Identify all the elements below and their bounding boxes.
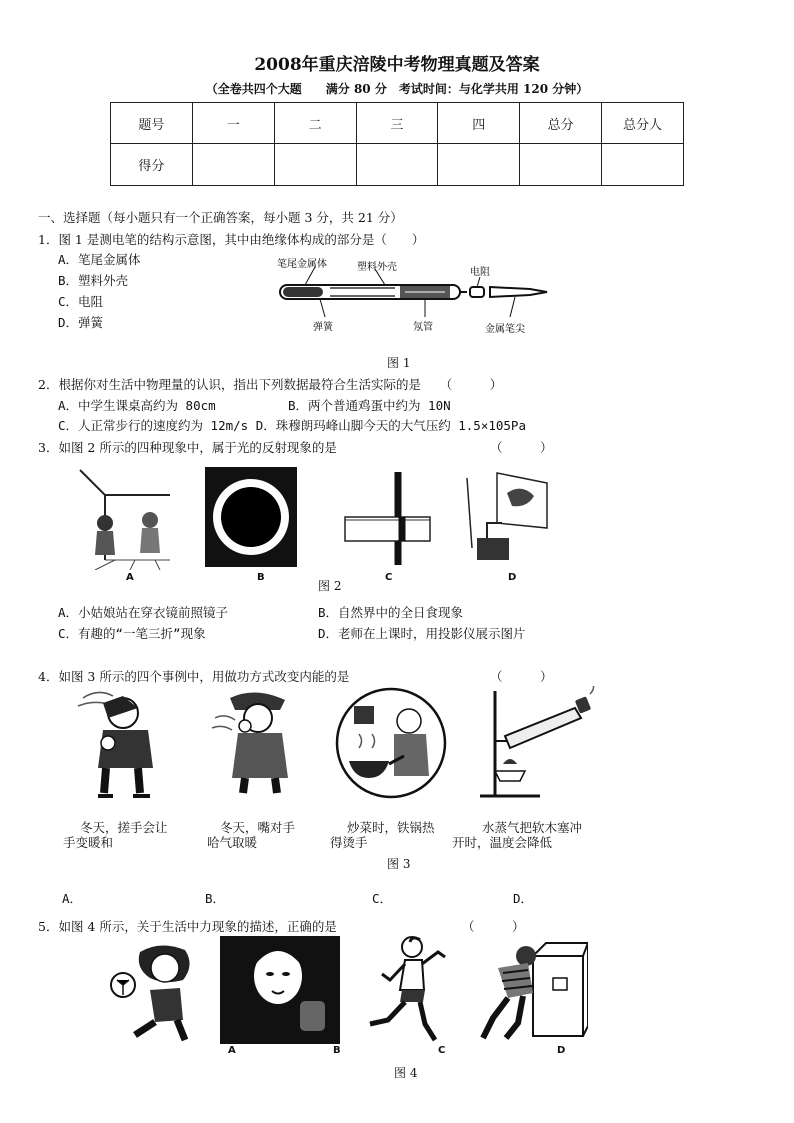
figure-4-image-c-running <box>350 932 455 1047</box>
figure-2-label-b: B <box>257 572 265 583</box>
table-header-cell: 总分 <box>520 103 602 144</box>
figure-2-image-a-mirror <box>75 465 175 570</box>
figure-4-label-a: A <box>228 1045 236 1056</box>
figure-1-label-neon: 氖管 <box>413 322 433 333</box>
question-2-option-cd: C．人正常步行的速度约为 12m/s D．珠穆朗玛峰山脚今天的大气压约 1.5×105Pa <box>58 418 526 433</box>
question-2-option-a: A．中学生课桌高约为 80cm <box>58 398 216 413</box>
table-header-cell: 一 <box>192 103 274 144</box>
figure-3-desc-b-line2: 哈气取暖 <box>207 835 258 850</box>
question-1-option-c: C．电阻 <box>58 294 104 309</box>
figure-3-desc-d-line2: 开时，温度会降低 <box>452 835 553 850</box>
question-2-option-b: B．两个普通鸡蛋中约为 10N <box>288 398 451 413</box>
figure-3-caption: 图 3 <box>387 857 411 871</box>
figure-2-image-c-pencil-in-water <box>340 470 435 570</box>
question-3-option-b: B．自然界中的全日食现象 <box>318 605 464 620</box>
figure-3-desc-c-line1: 炒菜时，铁锅热 <box>347 820 435 835</box>
figure-3-desc-c-line2: 得烫手 <box>330 835 368 850</box>
question-3-option-d: D．老师在上课时，用投影仪展示图片 <box>318 626 526 641</box>
figure-2-image-d-projector <box>462 468 552 570</box>
figure-2-label-d: D <box>508 572 517 583</box>
figure-2-caption: 图 2 <box>318 579 342 593</box>
table-row-label: 得分 <box>111 144 193 186</box>
question-4-answer-a: A． <box>62 891 83 906</box>
figure-4-image-a-kicking-ball <box>105 940 210 1045</box>
figure-1-label-resistor: 电阻 <box>470 267 490 278</box>
question-3-stem: 3．如图 2 所示的四种现象中，属于光的反射现象的是 <box>38 440 337 455</box>
question-4-stem: 4．如图 3 所示的四个事例中，用做功方式改变内能的是 <box>38 669 350 684</box>
score-cell <box>520 144 602 186</box>
question-2-stem: 2．根据你对生活中物理量的认识，指出下列数据最符合生活实际的是 （ ） <box>38 377 503 392</box>
figure-1-label-spring: 弹簧 <box>313 322 333 333</box>
score-cell <box>192 144 274 186</box>
score-cell <box>274 144 356 186</box>
question-1-option-a: A．笔尾金属体 <box>58 252 141 267</box>
figure-3-desc-a-line2: 手变暖和 <box>63 835 114 850</box>
figure-4-label-b: B <box>333 1045 341 1056</box>
figure-1-test-pen <box>275 255 555 340</box>
question-4-answer-blank: （ ） <box>490 669 553 684</box>
question-4-answer-b: B． <box>205 891 226 906</box>
question-3-option-c: C．有趣的“一笔三折”现象 <box>58 626 206 641</box>
figure-3-desc-a-line1: 冬天，搓手会让 <box>80 820 168 835</box>
section-heading: 一、选择题（每小题只有一个正确答案，每小题 3 分，共 21 分） <box>38 210 403 225</box>
figure-1-caption: 图 1 <box>387 356 411 370</box>
question-4-answer-d: D． <box>513 891 534 906</box>
table-header-cell: 四 <box>438 103 520 144</box>
score-cell <box>602 144 684 186</box>
figure-4-image-d-pushing-box <box>478 938 588 1046</box>
score-cell <box>438 144 520 186</box>
figure-2-image-b-eclipse <box>205 467 297 567</box>
figure-3-image-a-rubbing-hands <box>68 688 188 803</box>
table-header-cell: 三 <box>356 103 438 144</box>
figure-4-image-b-person <box>220 936 340 1044</box>
table-header-cell: 题号 <box>111 103 193 144</box>
figure-3-image-b-blowing-hands <box>200 688 320 803</box>
score-table <box>110 102 684 186</box>
figure-4-caption: 图 4 <box>394 1066 418 1080</box>
figure-1-label-tip: 金属笔尖 <box>485 324 525 335</box>
question-1-stem: 1．图 1 是测电笔的结构示意图，其中由绝缘体构成的部分是（ ） <box>38 232 425 247</box>
question-1-option-d: D．弹簧 <box>58 315 104 330</box>
question-3-option-a: A．小姑娘站在穿衣镜前照镜子 <box>58 605 229 620</box>
score-cell <box>356 144 438 186</box>
question-1-option-b: B．塑料外壳 <box>58 273 129 288</box>
figure-2-label-a: A <box>126 572 134 583</box>
figure-3-image-c-frying-pan <box>334 686 449 801</box>
question-3-answer-blank: （ ） <box>490 440 553 455</box>
figure-1-label-shell: 塑料外壳 <box>357 262 397 273</box>
table-header-cell: 总分人 <box>602 103 684 144</box>
figure-4-label-d: D <box>557 1045 566 1056</box>
question-5-answer-blank: （ ） <box>462 919 525 934</box>
figure-2-label-c: C <box>385 572 393 583</box>
question-4-answer-c: C． <box>372 891 393 906</box>
figure-3-desc-d-line1: 水蒸气把软木塞冲 <box>482 820 583 835</box>
figure-1-label-tail: 笔尾金属体 <box>277 259 327 270</box>
figure-4-label-c: C <box>438 1045 446 1056</box>
figure-3-image-d-steam-cork <box>465 686 600 801</box>
page-title: 2008年重庆涪陵中考物理真题及答案 <box>254 55 540 75</box>
page-subtitle: （全卷共四个大题 满分 80 分 考试时间：与化学共用 120 分钟） <box>205 82 589 96</box>
figure-3-desc-b-line1: 冬天，嘴对手 <box>220 820 296 835</box>
question-5-stem: 5．如图 4 所示，关于生活中力现象的描述，正确的是 <box>38 919 337 934</box>
table-header-cell: 二 <box>274 103 356 144</box>
